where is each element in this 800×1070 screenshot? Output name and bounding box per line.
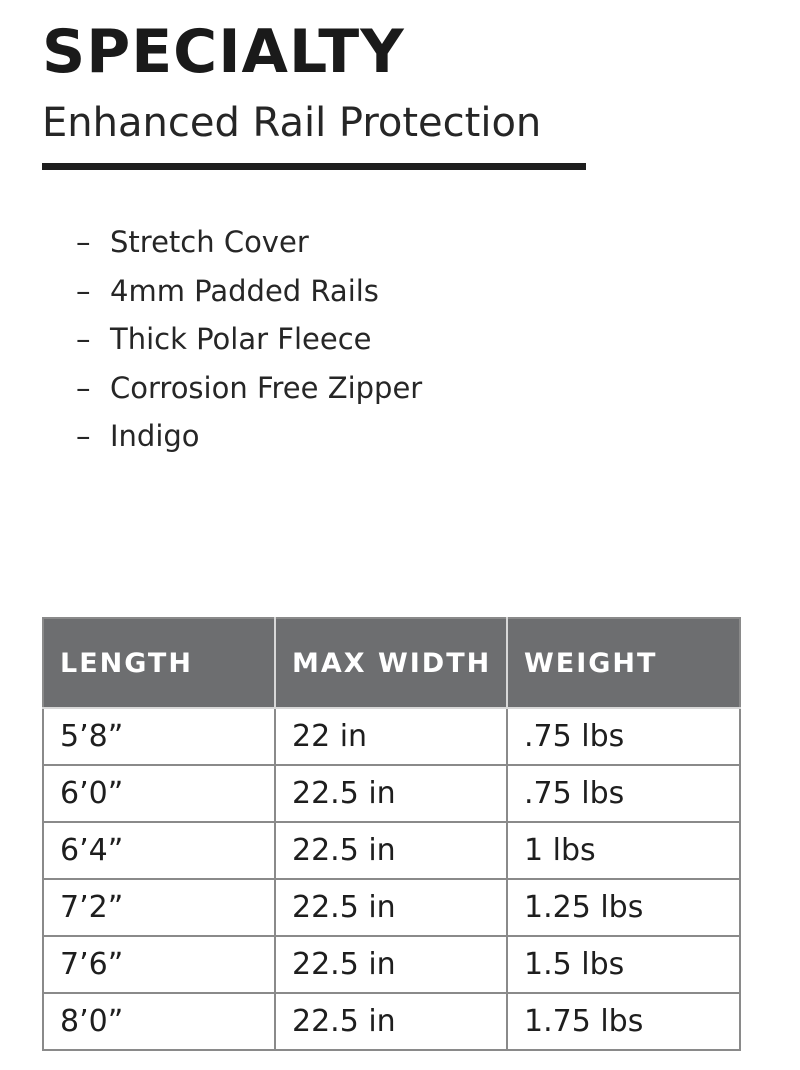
weight-cell: .75 lbs <box>507 708 740 765</box>
weight-cell: 1.25 lbs <box>507 879 740 936</box>
length-cell: 6’4” <box>43 822 275 879</box>
table-row <box>43 708 740 765</box>
max-width-cell: 22 in <box>275 708 507 765</box>
feature-label: Corrosion Free Zipper <box>110 370 423 405</box>
feature-label: Thick Polar Fleece <box>110 322 372 356</box>
length-cell: 6’0” <box>43 765 275 822</box>
table-header-row <box>43 618 740 708</box>
max-width-cell: 22.5 in <box>275 993 507 1050</box>
feature-item <box>76 412 422 461</box>
weight-cell: 1 lbs <box>507 822 740 879</box>
max-width-cell: 22.5 in <box>275 936 507 993</box>
max-width-cell: 22.5 in <box>275 879 507 936</box>
dash-bullet: – <box>76 225 91 259</box>
length-cell: 5’8” <box>43 708 275 765</box>
dash-bullet: – <box>76 322 91 356</box>
dash-bullet: – <box>76 419 91 453</box>
column-header-max-width: MAX WIDTH <box>275 618 507 708</box>
length-cell: 7’2” <box>43 879 275 936</box>
table-row <box>43 822 740 879</box>
dash-bullet: – <box>76 273 91 308</box>
feature-item <box>76 315 422 364</box>
weight-cell: 1.75 lbs <box>507 993 740 1050</box>
feature-list <box>76 218 422 461</box>
feature-item <box>76 267 422 316</box>
feature-label: Stretch Cover <box>110 225 309 259</box>
size-spec-table <box>42 617 741 1051</box>
weight-cell: 1.5 lbs <box>507 936 740 993</box>
length-cell: 7’6” <box>43 936 275 993</box>
column-header-length: LENGTH <box>43 618 275 708</box>
feature-label: 4mm Padded Rails <box>110 273 379 308</box>
title-underline <box>42 163 586 170</box>
length-cell: 8’0” <box>43 993 275 1050</box>
max-width-cell: 22.5 in <box>275 765 507 822</box>
table-row <box>43 936 740 993</box>
max-width-cell: 22.5 in <box>275 822 507 879</box>
page-title: SPECIALTY <box>42 17 405 87</box>
table-row <box>43 765 740 822</box>
dash-bullet: – <box>76 370 91 405</box>
table-row <box>43 993 740 1050</box>
feature-item <box>76 218 422 267</box>
feature-item <box>76 364 422 413</box>
feature-label: Indigo <box>110 419 200 453</box>
column-header-weight: WEIGHT <box>507 618 740 708</box>
page-subtitle: Enhanced Rail Protection <box>42 100 542 146</box>
table-row <box>43 879 740 936</box>
weight-cell: .75 lbs <box>507 765 740 822</box>
